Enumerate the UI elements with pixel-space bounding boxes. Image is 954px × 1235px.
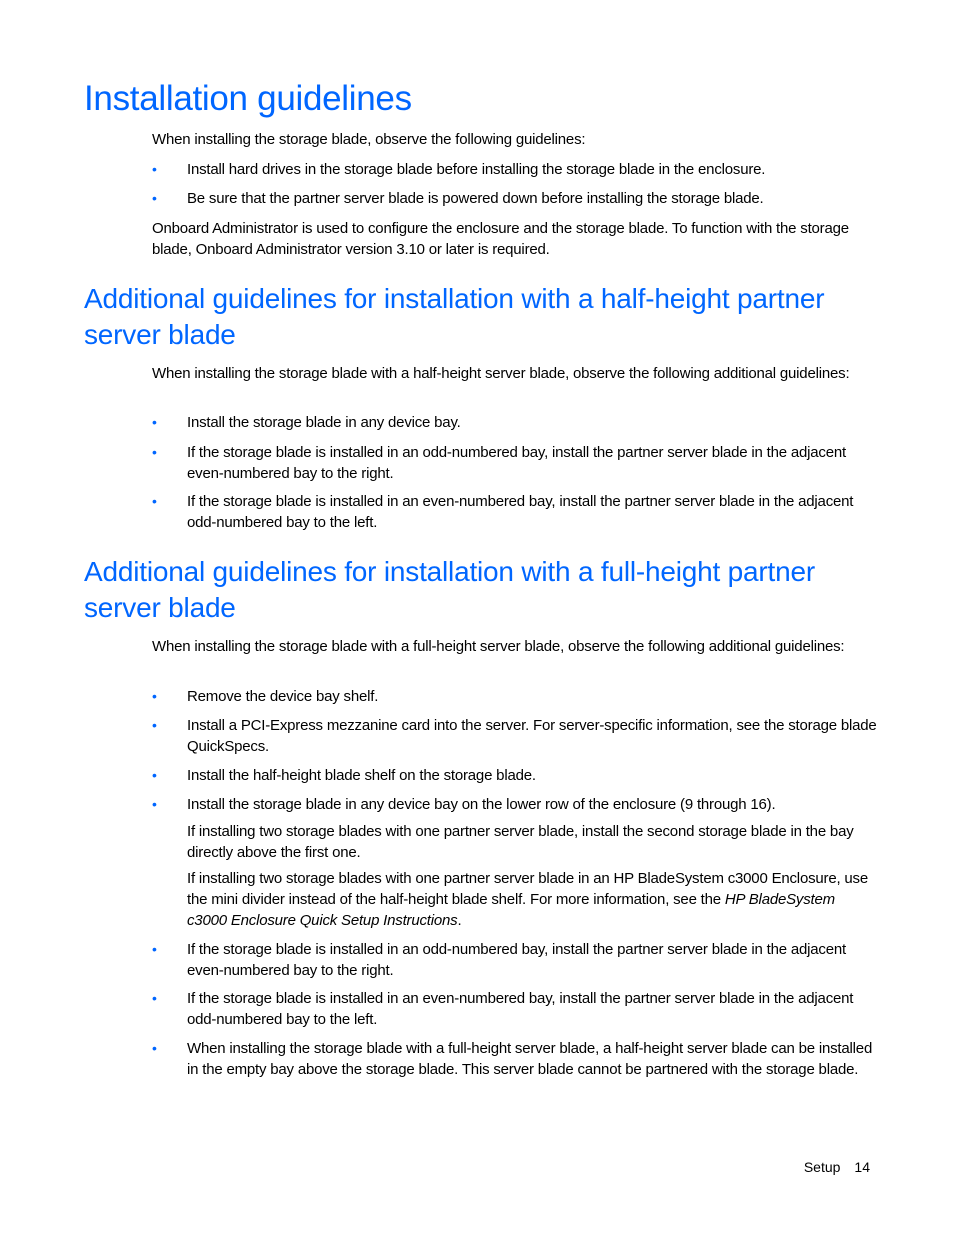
- list-item-text: Install a PCI-Express mezzanine card into the server. For server-specific information, see the storage blade QuickSpecs.: [187, 717, 877, 755]
- bullet-icon: •: [152, 161, 157, 177]
- list-item-text: Be sure that the partner server blade is powered down before installing the storage blade.: [187, 190, 764, 207]
- bullet-icon: •: [152, 190, 157, 206]
- footer-section-name: Setup: [803, 1159, 841, 1175]
- list-item-text: Remove the device bay shelf.: [187, 688, 379, 705]
- list-item-text: If the storage blade is installed in an even-numbered bay, install the partner server blade in the adjacent odd-numbered bay to the left.: [187, 990, 854, 1028]
- onboard-note-paragraph: Onboard Administrator is used to configure the enclosure and the storage blade. To function with the storage blade, Onboard Administrator version 3.10 or later is required.: [152, 220, 849, 258]
- list-item-text: Install the half-height blade shelf on the storage blade.: [187, 767, 536, 784]
- bullet-icon: •: [152, 493, 157, 509]
- page-title: Installation guidelines: [84, 79, 412, 118]
- half-height-section-heading: Additional guidelines for installation with a half-height partner server blade: [84, 283, 825, 350]
- bullet-icon: •: [152, 414, 157, 430]
- list-item-text: Install hard drives in the storage blade before installing the storage blade in the enclosure.: [187, 161, 766, 178]
- bullet-icon: •: [152, 990, 157, 1006]
- full-height-intro: When installing the storage blade with a full-height server blade, observe the following additional guidelines:: [152, 638, 845, 655]
- page-footer: [804, 1157, 870, 1177]
- list-item-text: If the storage blade is installed in an odd-numbered bay, install the partner server blade in the adjacent even-numbered bay to the right.: [187, 444, 846, 482]
- list-item-text: If the storage blade is installed in an odd-numbered bay, install the partner server blade in the adjacent even-numbered bay to the right.: [187, 941, 846, 979]
- footer-page-number: 14: [854, 1159, 870, 1175]
- document-reference: HP BladeSystem c3000 Enclosure Quick Setup Instructions: [187, 891, 835, 929]
- bullet-icon: •: [152, 796, 157, 812]
- sub-paragraph-end: .: [457, 912, 462, 929]
- half-height-intro: When installing the storage blade with a half-height server blade, observe the following additional guidelines:: [152, 365, 850, 382]
- intro-paragraph: When installing the storage blade, observe the following guidelines:: [152, 131, 586, 148]
- bullet-icon: •: [152, 941, 157, 957]
- bullet-icon: •: [152, 688, 157, 704]
- bullet-icon: •: [152, 767, 157, 783]
- sub-paragraph: [187, 868, 877, 931]
- list-item-text: If the storage blade is installed in an even-numbered bay, install the partner server blade in the adjacent odd-numbered bay to the left.: [187, 493, 854, 531]
- sub-paragraph-text: If installing two storage blades with one partner server blade in an HP BladeSystem c3000 Enclosure, use the mini divider instead of the half-height blade shelf. For more information, see the: [187, 870, 868, 908]
- full-height-section-heading: Additional guidelines for installation with a full-height partner server blade: [84, 556, 815, 623]
- list-item-text: Install the storage blade in any device bay on the lower row of the enclosure (9 through 16).: [187, 796, 776, 813]
- sub-paragraph: If installing two storage blades with one partner server blade, install the second storage blade in the bay directly above the first one.: [187, 823, 854, 861]
- bullet-icon: •: [152, 1040, 157, 1056]
- bullet-icon: •: [152, 717, 157, 733]
- list-item-text: When installing the storage blade with a full-height server blade, a half-height server blade can be installed in the empty bay above the storage blade. This server blade cannot be partnered with the storage blade.: [187, 1040, 873, 1078]
- list-item-text: Install the storage blade in any device bay.: [187, 414, 461, 431]
- bullet-icon: •: [152, 444, 157, 460]
